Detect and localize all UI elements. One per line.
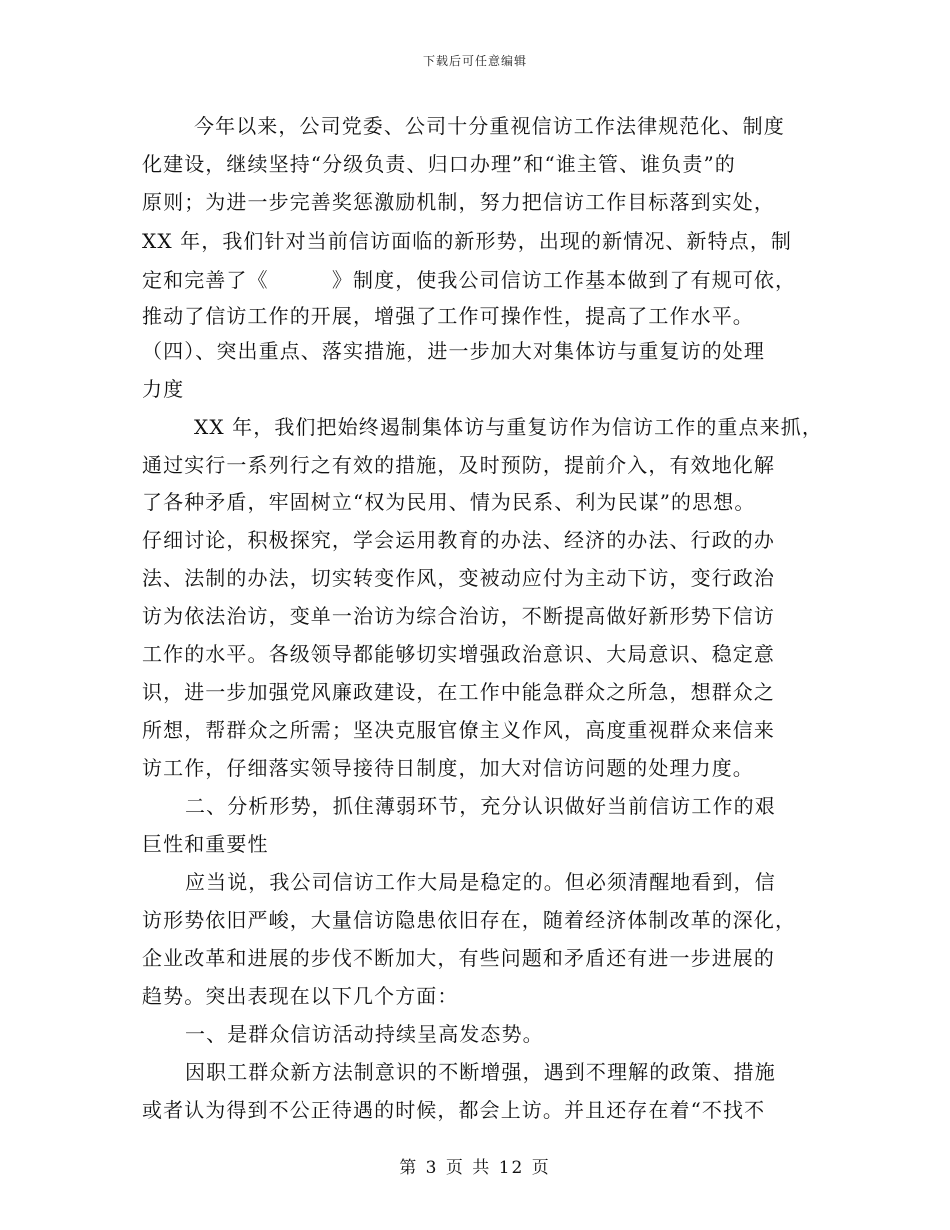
text-line: 企业改革和进展的步伐不断加大，有些问题和矛盾还有进一步进展的 xyxy=(142,946,775,970)
text-line: 所想，帮群众之所需；坚决克服官僚主义作风，高度重视群众来信来 xyxy=(142,718,775,742)
section-heading: 二、分析形势，抓住薄弱环节，充分认识做好当前信访工作的艰 xyxy=(185,794,776,818)
text-line: 访工作，仔细落实领导接待日制度，加大对信访问题的处理力度。 xyxy=(142,756,754,780)
text-line: 法、法制的办法，切实转变作风，变被动应付为主动下访，变行政治 xyxy=(142,566,775,590)
text-line: 通过实行一系列行之有效的措施，及时预防，提前介入，有效地化解 xyxy=(142,453,775,477)
text-line: 应当说，我公司信访工作大局是稳定的。但必须清醒地看到，信 xyxy=(185,870,776,894)
section-heading: 力度 xyxy=(142,377,185,401)
text-line: 化建设，继续坚持“分级负责、归口办理”和“谁主管、谁负责”的 xyxy=(142,152,736,176)
text-line: 或者认为得到不公正待遇的时候，都会上访。并且还存在着“不找不 xyxy=(142,1098,766,1122)
text-line: 今年以来，公司党委、公司十分重视信访工作法律规范化、制度 xyxy=(194,114,785,138)
text-line: 工作的水平。各级领导都能够切实增强政治意识、大局意识、稳定意 xyxy=(142,642,775,666)
text-line: 访形势依旧严峻，大量信访隐患依旧存在，随着经济体制改革的深化， xyxy=(142,908,797,932)
text-line: 定和完善了《 》制度，使我公司信访工作基本做到了有规可依， xyxy=(142,268,797,292)
text-line: XX 年，我们把始终遏制集体访与重复访作为信访工作的重点来抓， xyxy=(194,415,823,439)
text-line: 原则；为进一步完善奖惩激励机制，努力把信访工作目标落到实处， xyxy=(142,190,775,214)
section-heading: （四）、突出重点、落实措施，进一步加大对集体访与重复访的处理 xyxy=(142,339,765,363)
text-line: 识，进一步加强党风廉政建设，在工作中能急群众之所急，想群众之 xyxy=(142,680,775,704)
section-heading: 一、是群众信访活动持续呈高发态势。 xyxy=(185,1022,544,1046)
text-line: XX 年，我们针对当前信访面临的新形势，出现的新情况、新特点，制 xyxy=(142,229,793,253)
page-footer: 第 3 页 共 12 页 xyxy=(399,1158,551,1178)
text-line: 仔细讨论，积极探究，学会运用教育的办法、经济的办法、行政的办 xyxy=(142,528,775,552)
page-header: 下载后可任意编辑 xyxy=(422,54,527,68)
text-line: 推动了信访工作的开展，增强了工作可操作性，提高了工作水平。 xyxy=(142,304,754,328)
text-line: 了各种矛盾，牢固树立“权为民用、情为民系、利为民谋”的思想。 xyxy=(142,490,756,514)
text-line: 趋势。突出表现在以下几个方面： xyxy=(142,984,459,1008)
text-line: 访为依法治访，变单一治访为综合治访，不断提高做好新形势下信访 xyxy=(142,604,775,628)
section-heading: 巨性和重要性 xyxy=(142,832,269,856)
text-line: 因职工群众新方法制意识的不断增强，遇到不理解的政策、措施 xyxy=(185,1060,776,1084)
